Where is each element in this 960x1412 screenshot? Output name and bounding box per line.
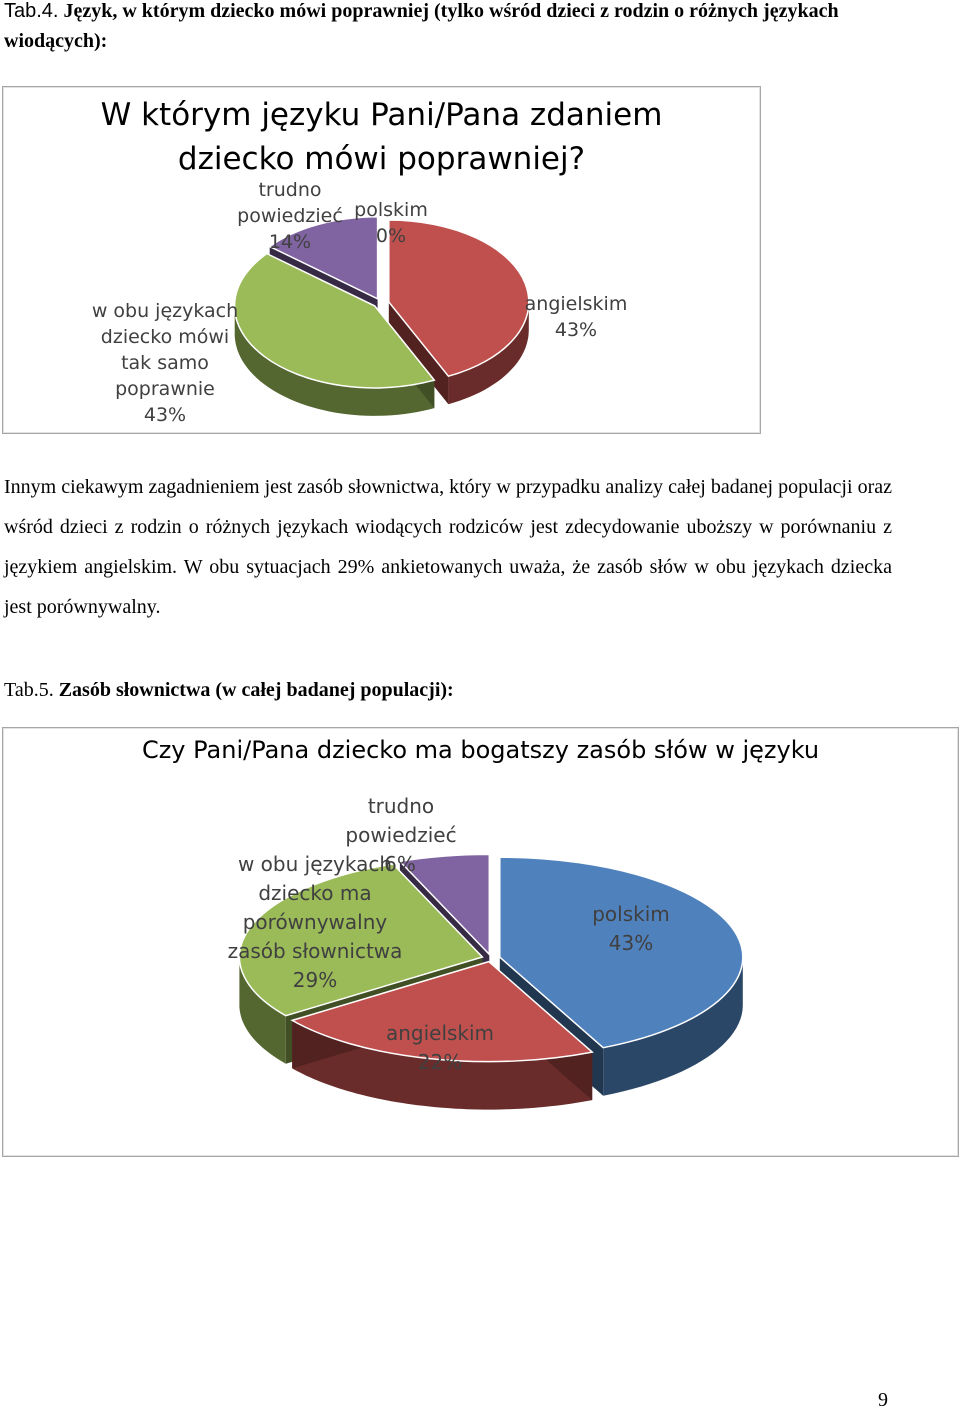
chart-2-label-angielskim <box>370 1019 510 1077</box>
chart-2-label-polskim-pct: 43% <box>608 931 654 955</box>
chart-1-label-polskim <box>346 197 436 249</box>
chart-1-label-w-obu-line-2: dziecko mówi <box>100 326 230 348</box>
chart-1-label-angielskim-line-1: angielskim <box>524 293 628 315</box>
chart-2-label-trudno <box>329 792 473 850</box>
chart-1-label-w-obu-line-4: poprawnie <box>115 378 215 400</box>
tab5-prefix: Tab.5. <box>4 679 54 701</box>
chart-1-label-polskim-line-1: polskim <box>354 199 428 221</box>
chart-2-label-w-obu <box>225 850 405 995</box>
chart-2-label-w-obu-line-3: porównywalny <box>242 910 388 934</box>
tab4-caption-text: Język, w którym dziecko mówi poprawniej (tylko wśród dzieci z rodzin o różnych językach wiodących): <box>4 0 839 52</box>
chart-2-label-trudno-line-2: powiedzieć <box>345 823 457 847</box>
chart-2-title: Czy Pani/Pana dziecko ma bogatszy zasób słów w języku <box>141 736 820 764</box>
chart-1-title-line-1: W którym języku Pani/Pana zdaniem <box>100 97 663 133</box>
chart-1-label-angielskim <box>516 291 636 343</box>
body-paragraph <box>4 467 892 627</box>
chart-1-label-w-obu-line-3: tak samo <box>121 352 209 374</box>
chart-2-plot <box>3 728 958 1156</box>
tab5-caption <box>4 675 904 705</box>
chart-2-label-angielskim-pct: 22% <box>417 1050 463 1074</box>
chart-1 <box>2 86 761 434</box>
chart-2-label-w-obu-line-1: w obu językach <box>237 852 393 876</box>
tab4-caption <box>4 0 904 56</box>
chart-1-label-w-obu <box>87 298 243 428</box>
chart-2-label-trudno-pct: 6% <box>384 852 416 876</box>
chart-2-label-polskim <box>571 900 691 958</box>
chart-1-label-polskim-pct: 0% <box>375 225 407 247</box>
chart-1-title-line-2: dziecko mówi poprawniej? <box>177 141 586 177</box>
chart-2-label-w-obu-pct: 29% <box>292 968 338 992</box>
body-paragraph-text: Innym ciekawym zagadnieniem jest zasób słownictwa, który w przypadku analizy całej badanej populacji oraz wśród dzieci z rodzin o różnych językach wiodących rodziców jest zdecydowanie uboższy w porównaniu z językiem angielskim. W obu sytuacjach 29% ankietowanych uważa, że zasób słów w obu językach dziecka jest porównywalny. <box>4 476 892 618</box>
chart-2-label-w-obu-line-4: zasób słownictwa <box>227 939 403 963</box>
chart-1-label-angielskim-pct: 43% <box>554 319 598 341</box>
tab5-caption-text: Zasób słownictwa (w całej badanej populacji): <box>58 679 454 701</box>
chart-2 <box>2 727 959 1157</box>
chart-1-label-trudno-line-1: trudno <box>258 179 322 201</box>
chart-1-label-trudno <box>225 177 355 255</box>
tab4-prefix: Tab.4. <box>4 0 59 22</box>
chart-2-label-w-obu-line-2: dziecko ma <box>258 881 372 905</box>
chart-2-label-angielskim-line-1: angielskim <box>385 1021 495 1045</box>
page-number: 9 <box>878 1389 888 1411</box>
chart-2-label-polskim-line-1: polskim <box>592 902 670 926</box>
chart-1-title <box>3 93 760 181</box>
chart-1-label-trudno-line-2: powiedzieć <box>237 205 343 227</box>
chart-1-label-w-obu-pct: 43% <box>143 404 187 426</box>
chart-1-label-w-obu-line-1: w obu językach <box>91 300 239 322</box>
chart-2-label-trudno-line-1: trudno <box>367 794 435 818</box>
chart-1-label-trudno-pct: 14% <box>268 231 312 253</box>
